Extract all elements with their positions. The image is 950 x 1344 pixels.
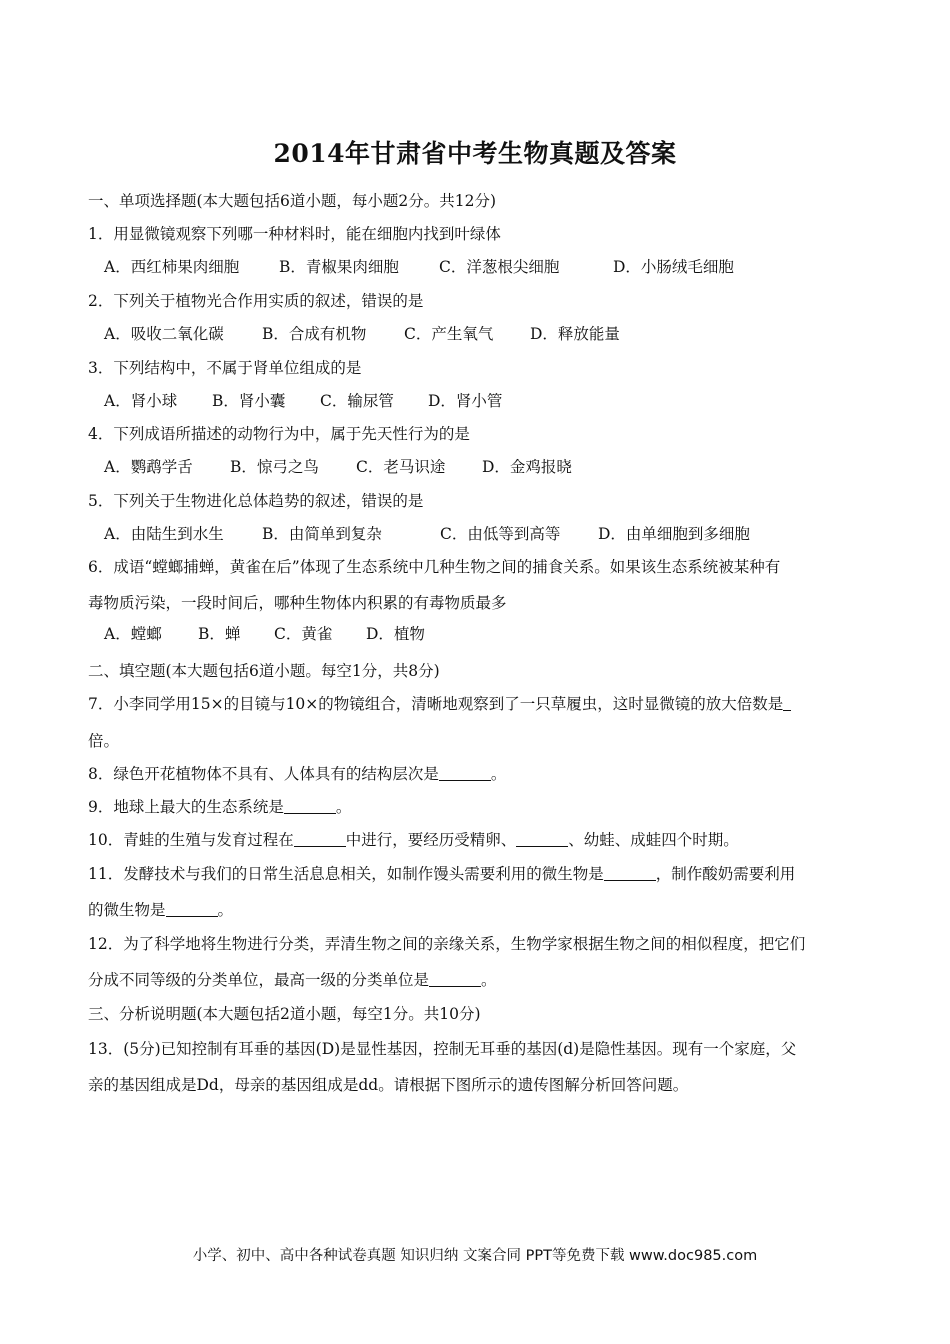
q10-answer-blank-2[interactable] <box>516 832 568 847</box>
q2-option-c: C．产生氧气 <box>404 325 494 343</box>
q12-text: 分成不同等级的分类单位，最高一级的分类单位是 <box>88 971 430 989</box>
q5-option-d: D．由单细胞到多细胞 <box>598 525 750 543</box>
question-11-line1 <box>88 864 795 884</box>
question-1-stem: 1．用显微镜观察下列哪一种材料时，能在细胞内找到叶绿体 <box>88 225 501 243</box>
q3-option-a: A．肾小球 <box>104 392 178 410</box>
question-11-line2 <box>88 900 233 920</box>
q2-option-b: B．合成有机物 <box>262 325 367 343</box>
q10-text-2: 中进行，要经历受精卵、 <box>345 831 517 849</box>
q1-option-d: D．小肠绒毛细胞 <box>613 258 734 276</box>
q8-answer-blank[interactable] <box>439 766 491 781</box>
section-1-heading: 一、单项选择题(本大题包括6道小题，每小题2分。共12分) <box>88 192 497 210</box>
q2-option-d: D．释放能量 <box>530 325 620 343</box>
q5-option-c: C．由低等到高等 <box>440 525 561 543</box>
question-7-line1 <box>88 694 791 714</box>
q10-text-1: 10．青蛙的生殖与发育过程在 <box>88 831 294 849</box>
question-4-options <box>104 457 572 477</box>
q11-answer-blank-1[interactable] <box>604 866 656 881</box>
question-8 <box>88 764 506 784</box>
section-3-heading: 三、分析说明题(本大题包括2道小题，每空1分。共10分) <box>88 1005 481 1023</box>
section-2-heading: 二、填空题(本大题包括6道小题。每空1分，共8分) <box>88 662 440 680</box>
question-2-options <box>104 324 620 344</box>
q5-option-a: A．由陆生到水生 <box>104 525 224 543</box>
q11-text-1: 11．发酵技术与我们的日常生活息息相关，如制作馒头需要利用的微生物是 <box>88 865 604 883</box>
q6-option-b: B．蝉 <box>198 625 241 643</box>
question-4-stem: 4．下列成语所描述的动物行为中，属于先天性行为的是 <box>88 425 470 443</box>
question-3-options <box>104 391 502 411</box>
q3-option-d: D．肾小管 <box>428 392 503 410</box>
q9-text: 9．地球上最大的生态系统是 <box>88 798 284 816</box>
question-13-line1: 13．(5分)已知控制有耳垂的基因(D)是显性基因，控制无耳垂的基因(d)是隐性基因。现有一个家庭，父 <box>88 1040 797 1058</box>
q11-text-2: ，制作酸奶需要利用 <box>655 865 796 883</box>
q1-option-a: A．西红柿果肉细胞 <box>104 258 240 276</box>
question-10 <box>88 830 739 850</box>
question-1-options <box>104 257 734 277</box>
q1-option-b: B．青椒果肉细胞 <box>279 258 399 276</box>
question-6-stem-line2: 毒物质污染，一段时间后，哪种生物体内积累的有毒物质最多 <box>88 594 507 612</box>
question-13-line2: 亲的基因组成是Dd，母亲的基因组成是dd。请根据下图所示的遗传图解分析回答问题。 <box>88 1076 689 1094</box>
q10-text-3: 、幼蛙、成蛙四个时期。 <box>568 831 739 849</box>
question-6-options <box>104 624 425 644</box>
q5-option-b: B．由简单到复杂 <box>262 525 382 543</box>
q11-answer-blank-2[interactable] <box>166 902 218 917</box>
q11-end: 。 <box>217 901 234 919</box>
question-12-line2 <box>88 970 497 990</box>
q4-option-d: D．金鸡报晓 <box>482 458 572 476</box>
question-9 <box>88 797 351 817</box>
q9-end: 。 <box>335 798 352 816</box>
q4-option-c: C．老马识途 <box>356 458 446 476</box>
q3-option-b: B．肾小囊 <box>212 392 286 410</box>
question-5-stem: 5．下列关于生物进化总体趋势的叙述，错误的是 <box>88 492 424 510</box>
q11-text-3: 的微生物是 <box>88 901 166 919</box>
question-5-options <box>104 524 750 544</box>
q10-answer-blank-1[interactable] <box>294 832 346 847</box>
page-title: 2014年甘肃省中考生物真题及答案 <box>273 139 677 168</box>
q12-answer-blank[interactable] <box>429 972 481 987</box>
q2-option-a: A．吸收二氧化碳 <box>104 325 224 343</box>
q6-option-c: C．黄雀 <box>274 625 333 643</box>
footer-text: 小学、初中、高中各种试卷真题 知识归纳 文案合同 PPT等免费下载 www.doc985.com <box>192 1248 758 1264</box>
q4-option-a: A．鹦鹉学舌 <box>104 458 193 476</box>
q1-option-c: C．洋葱根尖细胞 <box>439 258 560 276</box>
q9-answer-blank[interactable] <box>284 799 336 814</box>
q4-option-b: B．惊弓之鸟 <box>230 458 319 476</box>
q7-text: 7．小李同学用15×的目镜与10×的物镜组合，清晰地观察到了一只草履虫，这时显微镜的放大倍数是 <box>88 695 784 713</box>
q7-answer-blank[interactable] <box>783 696 791 711</box>
question-12-line1: 12．为了科学地将生物进行分类，弄清生物之间的亲缘关系，生物学家根据生物之间的相似程度，把它们 <box>88 935 806 953</box>
q6-option-d: D．植物 <box>366 625 425 643</box>
question-7-line2: 倍。 <box>88 732 120 750</box>
q6-option-a: A．螳螂 <box>104 625 162 643</box>
q8-end: 。 <box>490 765 507 783</box>
question-2-stem: 2．下列关于植物光合作用实质的叙述，错误的是 <box>88 292 424 310</box>
question-3-stem: 3．下列结构中，不属于肾单位组成的是 <box>88 359 362 377</box>
q12-end: 。 <box>481 971 497 989</box>
q3-option-c: C．输尿管 <box>320 392 394 410</box>
q8-text: 8．绿色开花植物体不具有、人体具有的结构层次是 <box>88 765 439 783</box>
question-6-stem-line1: 6．成语“螳螂捕蝉，黄雀在后”体现了生态系统中几种生物之间的捕食关系。如果该生态系统被某种有 <box>88 558 781 576</box>
